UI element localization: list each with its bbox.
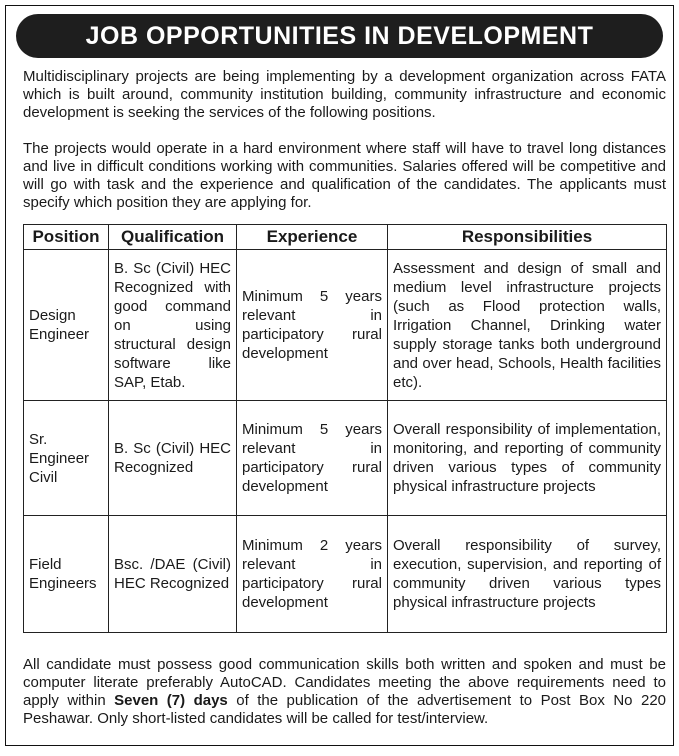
- column-header-position: Position: [24, 225, 109, 250]
- intro-paragraph-2: The projects would operate in a hard environment where staff will have to travel long distances and live in difficult conditions working with communities. Salaries offered will be competitive and will go with task and the experience and qualification of the candidates. The applicants must specify which position they are applying for.: [23, 140, 666, 211]
- responsibilities-cell: Overall responsibility of survey, execution, supervision, and reporting of community driven various types physical infrastructure projects: [388, 516, 667, 633]
- footer-paragraph: [23, 656, 666, 728]
- footer-text-before: All candidate must possess good communication skills both written and spoken and must be computer literate preferably AutoCAD. Candidates meeting the above requirements need to apply within: [23, 656, 666, 709]
- column-header-responsibilities: Responsibilities: [388, 225, 667, 250]
- advertisement-page: [5, 5, 674, 746]
- table-header-row: [24, 225, 667, 250]
- qualification-cell: B. Sc (Civil) HEC Recognized: [109, 401, 237, 516]
- experience-cell: Minimum 5 years relevant in participatory rural development: [237, 401, 388, 516]
- position-cell: Sr. Engineer Civil: [24, 401, 109, 516]
- table-row: [24, 516, 667, 633]
- responsibilities-cell: Assessment and design of small and medium level infrastructure projects (such as Flood protection walls, Irrigation Channel, Drinking water supply storage tanks both underground and over head, Schools, Health facilities etc).: [388, 250, 667, 401]
- table-row: [24, 401, 667, 516]
- positions-table: [23, 224, 667, 633]
- responsibilities-cell: Overall responsibility of implementation, monitoring, and reporting of community driven various types of community physical infrastructure projects: [388, 401, 667, 516]
- footer-text-after: of the publication of the advertisement to Post Box No 220 Peshawar. Only short-listed candidates will be called for test/interview.: [23, 692, 667, 727]
- table-row: [24, 250, 667, 401]
- qualification-cell: B. Sc (Civil) HEC Recognized with good command on using structural design software like SAP, Etab.: [109, 250, 237, 401]
- experience-cell: Minimum 5 years relevant in participatory rural development: [237, 250, 388, 401]
- page-title: JOB OPPORTUNITIES IN DEVELOPMENT: [16, 14, 663, 58]
- intro-paragraph-1: Multidisciplinary projects are being implementing by a development organization across FATA which is built around, community institution building, community infrastructure and economic development is seeking the services of the following positions.: [23, 68, 666, 121]
- column-header-qualification: Qualification: [109, 225, 237, 250]
- position-cell: Design Engineer: [24, 250, 109, 401]
- experience-cell: Minimum 2 years relevant in participatory rural development: [237, 516, 388, 633]
- column-header-experience: Experience: [237, 225, 388, 250]
- application-deadline: Seven (7) days: [114, 692, 228, 709]
- qualification-cell: Bsc. /DAE (Civil) HEC Recognized: [109, 516, 237, 633]
- position-cell: Field Engineers: [24, 516, 109, 633]
